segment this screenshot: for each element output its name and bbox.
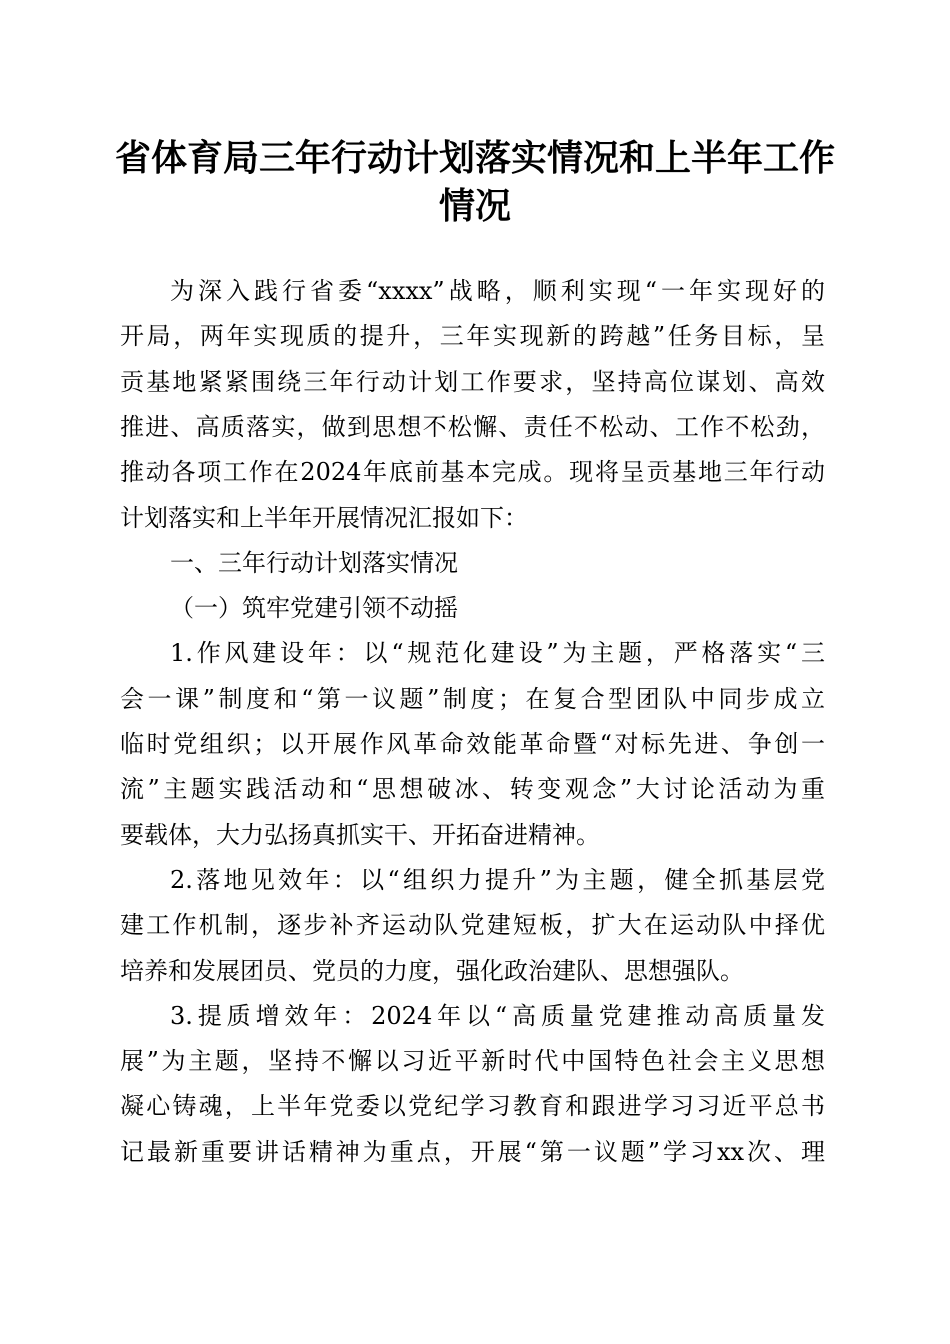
- paragraph-line: 推动各项工作在2024年底前基本完成。现将呈贡基地三年行动: [120, 458, 825, 487]
- paragraph-line: 3.提质增效年：2024年以“高质量党建推动高质量发: [170, 1001, 825, 1030]
- paragraph-line: 推进、高质落实，做到思想不松懈、责任不松动、工作不松劲，: [120, 412, 825, 441]
- paragraph-line: 凝心铸魂，上半年党委以党纪学习教育和跟进学习习近平总书: [120, 1092, 825, 1121]
- document-title-line-1: 省体育局三年行动计划落实情况和上半年工作: [114, 137, 835, 179]
- paragraph-line: 计划落实和上半年开展情况汇报如下：: [120, 503, 528, 532]
- paragraph-line: 展”为主题，坚持不懈以习近平新时代中国特色社会主义思想: [120, 1047, 825, 1076]
- paragraph-line: 1.作风建设年：以“规范化建设”为主题，严格落实“三: [170, 639, 825, 668]
- paragraph-line: 为深入践行省委“xxxx”战略，顺利实现“一年实现好的: [170, 277, 825, 305]
- paragraph-line: （一）筑牢党建引领不动摇: [170, 594, 458, 623]
- paragraph-line: 2.落地见效年：以“组织力提升”为主题，健全抓基层党: [170, 865, 825, 894]
- paragraph-line: 记最新重要讲话精神为重点，开展“第一议题”学习xx次、理: [120, 1137, 825, 1166]
- paragraph-line: 一、三年行动计划落实情况: [170, 548, 458, 577]
- paragraph-line: 开局，两年实现质的提升，三年实现新的跨越”任务目标，呈: [120, 322, 825, 351]
- paragraph-line: 临时党组织；以开展作风革命效能革命暨“对标先进、争创一: [120, 730, 825, 758]
- paragraph-line: 要载体，大力弘扬真抓实干、开拓奋进精神。: [120, 820, 600, 849]
- paragraph-line: 流”主题实践活动和“思想破冰、转变观念”大讨论活动为重: [120, 775, 825, 804]
- paragraph-line: 贡基地紧紧围绕三年行动计划工作要求，坚持高位谋划、高效: [120, 367, 825, 396]
- document-title-line-2: 情况: [438, 185, 511, 227]
- paragraph-line: 建工作机制，逐步补齐运动队党建短板，扩大在运动队中择优: [120, 911, 825, 940]
- paragraph-line: 会一课”制度和“第一议题”制度；在复合型团队中同步成立: [120, 684, 825, 713]
- paragraph-line: 培养和发展团员、党员的力度，强化政治建队、思想强队。: [120, 956, 744, 985]
